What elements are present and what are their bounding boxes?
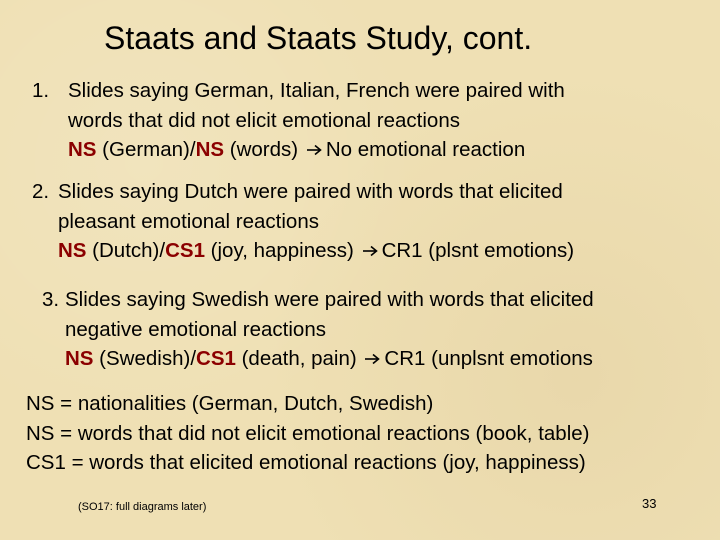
right-arrow-icon [364,344,380,374]
definition-line: NS = words that did not elicit emotional reactions (book, table) [26,421,590,445]
footnote: (SO17: full diagrams later) [78,501,207,513]
definition-line: NS = nationalities (German, Dutch, Swedish) [26,392,434,415]
item-number: 1. [32,79,50,102]
item-text: Slides saying Swedish were paired with words that elicited [65,288,594,311]
pairing-result: No emotional reaction [325,138,526,161]
pairing-result: CR1 (unplsnt emotions [384,347,593,370]
list-item-2 [32,177,574,266]
right-arrow-icon [362,236,378,266]
pairing-line [32,135,565,165]
cs-label: CS1 [165,239,205,262]
item-text: negative emotional reactions [65,317,326,341]
ns-label: NS [58,239,87,262]
pairing-text: (words) [224,138,304,161]
list-item-3 [42,285,594,374]
pairing-text: (Swedish)/ [93,347,197,370]
ns-label: NS [68,138,97,161]
item-number: 3. [42,288,60,311]
pairing-line [42,344,594,374]
pairing-text: (joy, happiness) [204,239,360,262]
slide-title: Staats and Staats Study, cont. [104,20,533,56]
item-text: Slides saying German, Italian, French were paired with [68,79,565,102]
definition-line: CS1 = words that elicited emotional reactions (joy, happiness) [26,451,586,474]
pairing-text: (German)/ [96,138,196,161]
pairing-text: (Dutch)/ [86,239,166,262]
item-text: Slides saying Dutch were paired with words that elicited [58,180,563,203]
pairing-line [32,236,574,266]
definitions [26,389,589,478]
cs-label: CS1 [196,347,236,370]
item-text: pleasant emotional reactions [58,209,319,233]
ns-label: NS [195,138,225,161]
ns-label: NS [65,347,94,370]
pairing-text: (death, pain) [235,347,363,370]
right-arrow-icon [306,135,322,165]
page-number: 33 [642,496,657,511]
item-number: 2. [32,180,50,203]
list-item-1 [32,76,565,165]
pairing-result: CR1 (plsnt emotions) [381,239,575,262]
item-text: words that did not elicit emotional reactions [68,108,460,132]
